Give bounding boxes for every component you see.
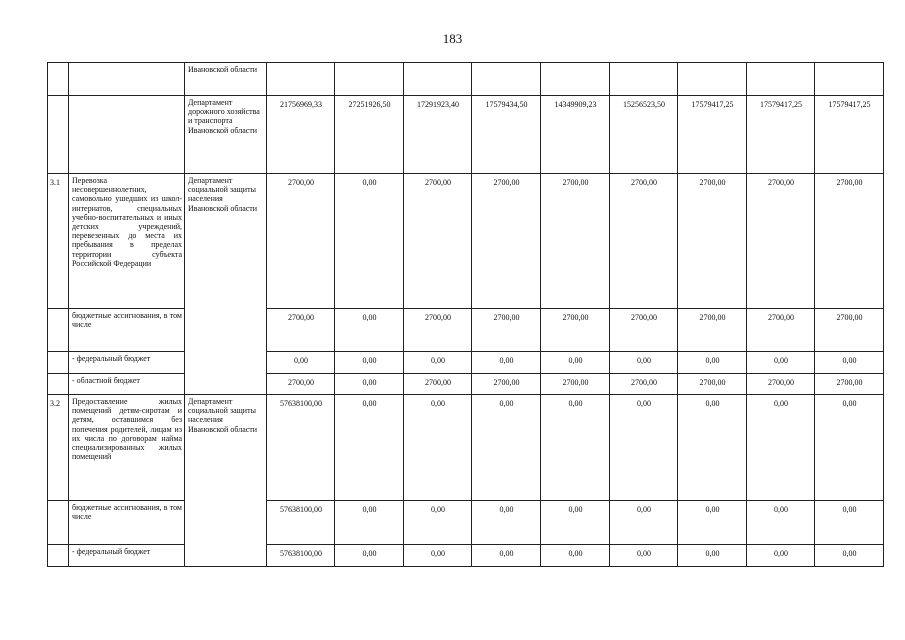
row-description: Перевозка несовершеннолетних, самовольно ушедших из школ-интернатов, специальных учебно-воспитательных и иных детских учреждений, перевезенных до места их пребывания в пределах территории субъекта Российской Федерации bbox=[69, 174, 185, 309]
value-cell: 2700,00 bbox=[404, 374, 472, 395]
value-cell: 0,00 bbox=[747, 545, 815, 567]
value-cell: 0,00 bbox=[404, 395, 472, 501]
value-cell: 0,00 bbox=[610, 352, 678, 374]
value-cell: 57638100,00 bbox=[267, 501, 335, 545]
value-cell: 2700,00 bbox=[678, 309, 747, 352]
row-index: 3.1 bbox=[48, 174, 69, 309]
value-cell: 0,00 bbox=[541, 501, 610, 545]
value-cell: 2700,00 bbox=[541, 309, 610, 352]
value-cell bbox=[610, 63, 678, 96]
value-cell: 17291923,40 bbox=[404, 96, 472, 174]
row-index bbox=[48, 96, 69, 174]
row-description bbox=[69, 96, 185, 174]
table-row bbox=[48, 352, 884, 374]
value-cell bbox=[541, 63, 610, 96]
row-index bbox=[48, 352, 69, 374]
value-cell: 0,00 bbox=[678, 395, 747, 501]
value-cell: 2700,00 bbox=[610, 309, 678, 352]
row-description: бюджетные ассигнования, в том числе bbox=[69, 501, 185, 545]
value-cell: 2700,00 bbox=[267, 174, 335, 309]
value-cell: 0,00 bbox=[472, 395, 541, 501]
value-cell: 0,00 bbox=[747, 352, 815, 374]
budget-table bbox=[47, 62, 884, 567]
value-cell: 15256523,50 bbox=[610, 96, 678, 174]
value-cell bbox=[404, 63, 472, 96]
row-index bbox=[48, 374, 69, 395]
value-cell: 2700,00 bbox=[404, 309, 472, 352]
row-executor: Департамент социальной защиты населения Ивановской области bbox=[185, 174, 267, 395]
table-row bbox=[48, 374, 884, 395]
value-cell: 2700,00 bbox=[678, 174, 747, 309]
row-description: - федеральный бюджет bbox=[69, 545, 185, 567]
value-cell bbox=[267, 63, 335, 96]
value-cell: 0,00 bbox=[678, 545, 747, 567]
value-cell bbox=[472, 63, 541, 96]
value-cell: 2700,00 bbox=[404, 174, 472, 309]
row-index bbox=[48, 309, 69, 352]
value-cell: 0,00 bbox=[472, 501, 541, 545]
table-row bbox=[48, 501, 884, 545]
value-cell: 0,00 bbox=[815, 545, 884, 567]
row-executor: Департамент дорожного хозяйства и транспорта Ивановской области bbox=[185, 96, 267, 174]
table-row bbox=[48, 395, 884, 501]
value-cell: 17579434,50 bbox=[472, 96, 541, 174]
value-cell: 2700,00 bbox=[747, 174, 815, 309]
row-description: - областной бюджет bbox=[69, 374, 185, 395]
table-row bbox=[48, 545, 884, 567]
row-executor: Ивановской области bbox=[185, 63, 267, 96]
value-cell: 0,00 bbox=[335, 395, 404, 501]
value-cell: 2700,00 bbox=[747, 309, 815, 352]
value-cell: 0,00 bbox=[678, 501, 747, 545]
value-cell: 2700,00 bbox=[267, 309, 335, 352]
value-cell: 2700,00 bbox=[472, 309, 541, 352]
value-cell: 17579417,25 bbox=[815, 96, 884, 174]
value-cell bbox=[747, 63, 815, 96]
table-row bbox=[48, 309, 884, 352]
value-cell: 2700,00 bbox=[541, 174, 610, 309]
value-cell: 2700,00 bbox=[472, 374, 541, 395]
value-cell: 2700,00 bbox=[815, 309, 884, 352]
value-cell: 0,00 bbox=[335, 309, 404, 352]
value-cell: 0,00 bbox=[541, 395, 610, 501]
value-cell: 57638100,00 bbox=[267, 395, 335, 501]
value-cell: 0,00 bbox=[610, 545, 678, 567]
value-cell bbox=[678, 63, 747, 96]
value-cell: 0,00 bbox=[815, 501, 884, 545]
value-cell: 2700,00 bbox=[678, 374, 747, 395]
value-cell: 0,00 bbox=[472, 545, 541, 567]
value-cell: 0,00 bbox=[541, 352, 610, 374]
row-description bbox=[69, 63, 185, 96]
value-cell: 2700,00 bbox=[472, 174, 541, 309]
value-cell: 17579417,25 bbox=[678, 96, 747, 174]
value-cell: 17579417,25 bbox=[747, 96, 815, 174]
value-cell: 0,00 bbox=[678, 352, 747, 374]
value-cell: 0,00 bbox=[747, 501, 815, 545]
value-cell: 0,00 bbox=[472, 352, 541, 374]
value-cell: 0,00 bbox=[404, 501, 472, 545]
value-cell: 14349909,23 bbox=[541, 96, 610, 174]
row-index: 3.2 bbox=[48, 395, 69, 501]
row-executor: Департамент социальной защиты населения Ивановской области bbox=[185, 395, 267, 567]
value-cell: 0,00 bbox=[404, 352, 472, 374]
value-cell: 0,00 bbox=[610, 395, 678, 501]
value-cell: 0,00 bbox=[267, 352, 335, 374]
value-cell: 0,00 bbox=[747, 395, 815, 501]
value-cell: 2700,00 bbox=[815, 374, 884, 395]
value-cell: 0,00 bbox=[815, 395, 884, 501]
row-index bbox=[48, 63, 69, 96]
value-cell: 2700,00 bbox=[267, 374, 335, 395]
value-cell: 27251926,50 bbox=[335, 96, 404, 174]
value-cell: 0,00 bbox=[610, 501, 678, 545]
row-index bbox=[48, 501, 69, 545]
value-cell: 57638100,00 bbox=[267, 545, 335, 567]
row-index bbox=[48, 545, 69, 567]
value-cell: 2700,00 bbox=[815, 174, 884, 309]
value-cell: 2700,00 bbox=[747, 374, 815, 395]
table-row bbox=[48, 96, 884, 174]
value-cell: 0,00 bbox=[335, 374, 404, 395]
table-row bbox=[48, 174, 884, 309]
value-cell: 0,00 bbox=[335, 352, 404, 374]
value-cell: 2700,00 bbox=[541, 374, 610, 395]
value-cell: 2700,00 bbox=[610, 374, 678, 395]
row-description: Предоставление жилых помещений детям-сиротам и детям, оставшимся без попечения родителей, лицам из их числа по договорам найма специализированных жилых помещений bbox=[69, 395, 185, 501]
value-cell: 0,00 bbox=[815, 352, 884, 374]
row-description: - федеральный бюджет bbox=[69, 352, 185, 374]
value-cell: 2700,00 bbox=[610, 174, 678, 309]
value-cell: 0,00 bbox=[541, 545, 610, 567]
value-cell: 0,00 bbox=[335, 501, 404, 545]
page-number: 183 bbox=[442, 31, 463, 46]
value-cell bbox=[815, 63, 884, 96]
row-description: бюджетные ассигнования, в том числе bbox=[69, 309, 185, 352]
value-cell: 21756969,33 bbox=[267, 96, 335, 174]
table-row bbox=[48, 63, 884, 96]
value-cell bbox=[335, 63, 404, 96]
value-cell: 0,00 bbox=[335, 174, 404, 309]
value-cell: 0,00 bbox=[404, 545, 472, 567]
value-cell: 0,00 bbox=[335, 545, 404, 567]
